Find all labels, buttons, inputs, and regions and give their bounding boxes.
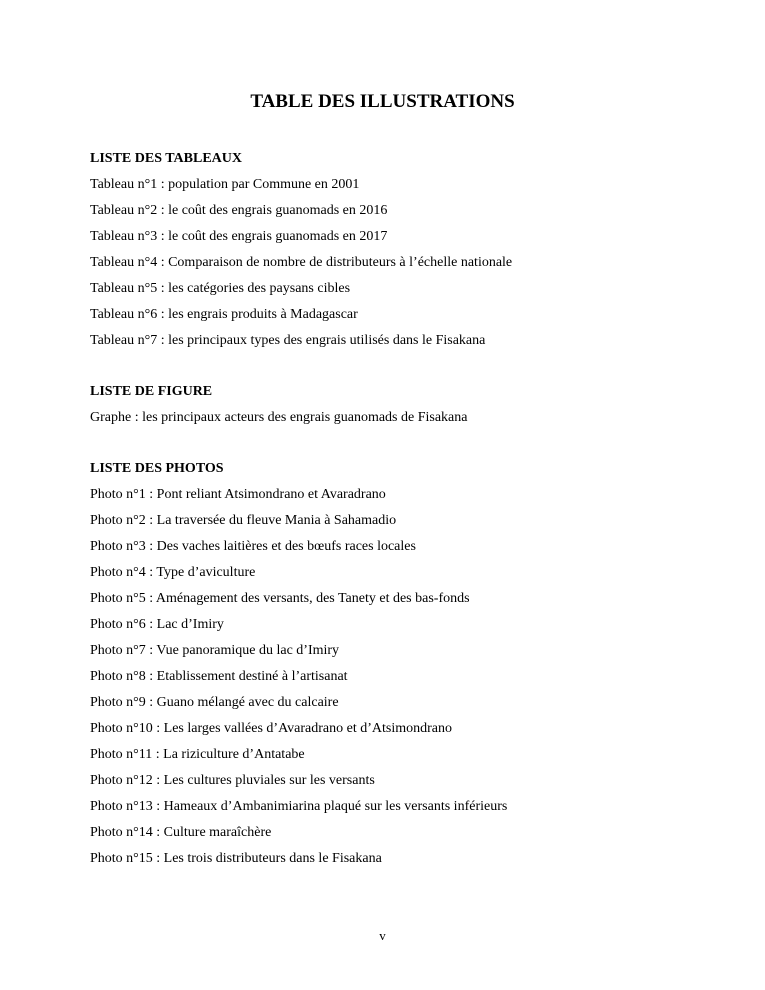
photo-entry-12: Photo n°12 : Les cultures pluviales sur les versants: [90, 773, 375, 788]
figure-entry-1: Graphe : les principaux acteurs des engrais guanomads de Fisakana: [90, 410, 468, 425]
photo-entry-13: Photo n°13 : Hameaux d’Ambanimiarina plaqué sur les versants inférieurs: [90, 799, 508, 814]
photo-entry-7: Photo n°7 : Vue panoramique du lac d’Imiry: [90, 643, 340, 658]
photo-entry-9: Photo n°9 : Guano mélangé avec du calcaire: [90, 695, 339, 710]
photo-entry-2: Photo n°2 : La traversée du fleuve Mania à Sahamadio: [90, 513, 397, 528]
page-number: v: [379, 928, 386, 943]
photo-entry-3: Photo n°3 : Des vaches laitières et des bœufs races locales: [90, 539, 416, 554]
photo-entry-1: Photo n°1 : Pont reliant Atsimondrano et Avaradrano: [90, 487, 386, 502]
photo-entry-15: Photo n°15 : Les trois distributeurs dans le Fisakana: [90, 851, 382, 866]
photo-entry-8: Photo n°8 : Etablissement destiné à l’artisanat: [90, 669, 348, 684]
table-entry-3: Tableau n°3 : le coût des engrais guanomads en 2017: [90, 229, 388, 244]
table-entry-4: Tableau n°4 : Comparaison de nombre de distributeurs à l’échelle nationale: [90, 255, 513, 270]
photos-heading: LISTE DES PHOTOS: [90, 461, 224, 476]
table-entry-6: Tableau n°6 : les engrais produits à Madagascar: [90, 307, 358, 322]
page-title: TABLE DES ILLUSTRATIONS: [250, 91, 515, 112]
figures-heading: LISTE DE FIGURE: [90, 384, 213, 399]
table-entry-7: Tableau n°7 : les principaux types des engrais utilisés dans le Fisakana: [90, 333, 486, 348]
figures-section: [90, 379, 710, 431]
photo-entry-5: Photo n°5 : Aménagement des versants, des Tanety et des bas-fonds: [90, 591, 470, 606]
photo-entry-14: Photo n°14 : Culture maraîchère: [90, 825, 272, 840]
photo-entry-10: Photo n°10 : Les larges vallées d’Avaradrano et d’Atsimondrano: [90, 721, 452, 736]
table-entry-5: Tableau n°5 : les catégories des paysans cibles: [90, 281, 351, 296]
photos-section: [90, 456, 710, 872]
photo-entry-11: Photo n°11 : La riziculture d’Antatabe: [90, 747, 305, 762]
tables-section: [90, 146, 710, 354]
tables-heading: LISTE DES TABLEAUX: [90, 151, 242, 166]
photo-entry-6: Photo n°6 : Lac d’Imiry: [90, 617, 224, 632]
table-entry-1: Tableau n°1 : population par Commune en 2001: [90, 177, 360, 192]
table-entry-2: Tableau n°2 : le coût des engrais guanomads en 2016: [90, 203, 388, 218]
photo-entry-4: Photo n°4 : Type d’aviculture: [90, 565, 256, 580]
